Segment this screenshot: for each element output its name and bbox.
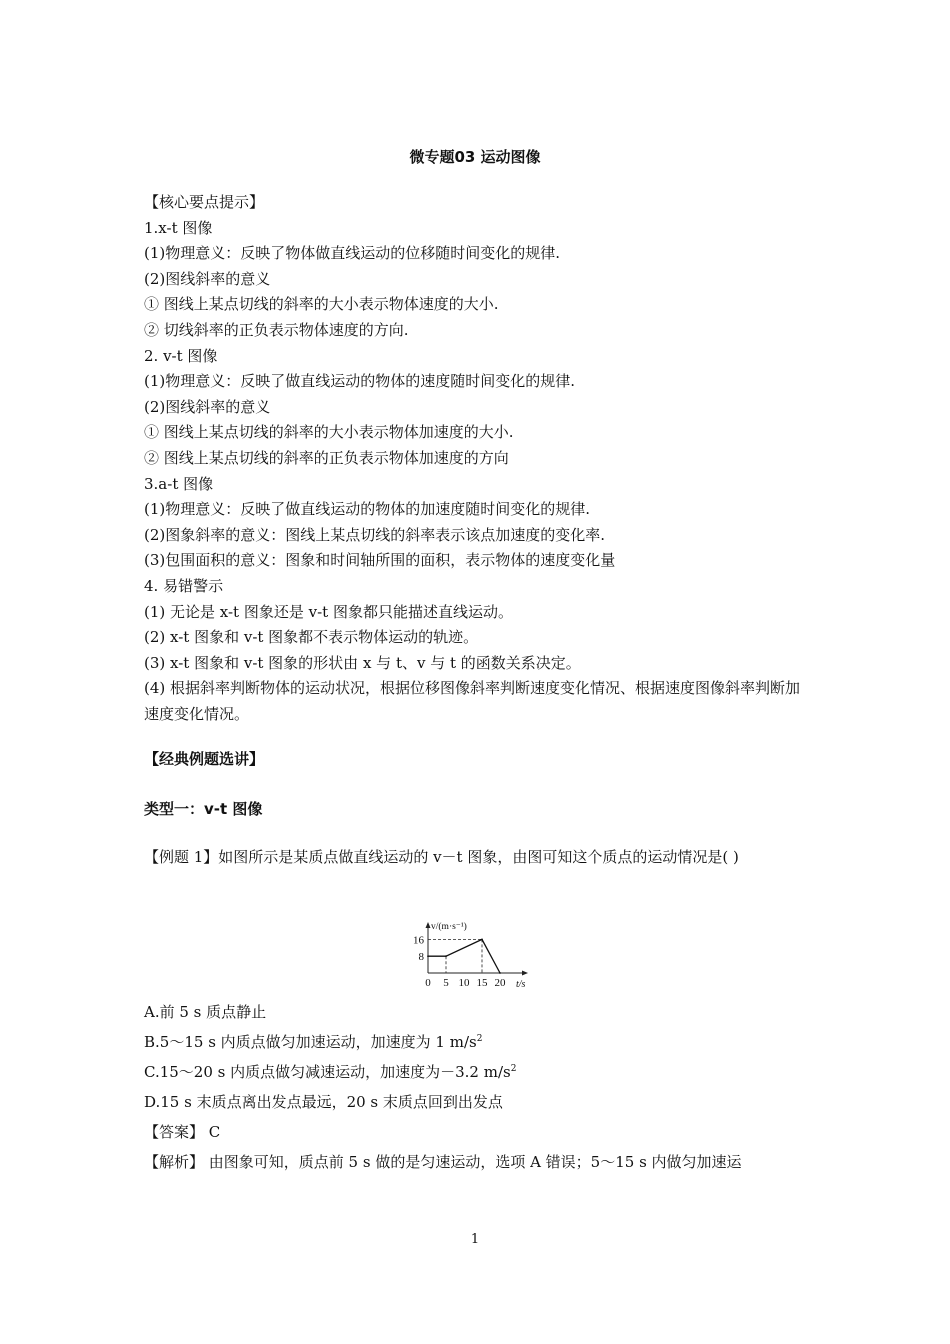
text-line: (2)图象斜率的意义：图线上某点切线的斜率表示该点加速度的变化率. — [144, 525, 606, 544]
option-a: A.前 5 s 质点静止 — [144, 1003, 267, 1022]
page-title: 微专题03 运动图像 — [409, 148, 541, 166]
example-question: 【例题 1】如图所示是某质点做直线运动的 v－t 图象，由图可知这个质点的运动情况是( ) — [144, 847, 739, 866]
section-heading-examples: 【经典例题选讲】 — [144, 750, 265, 769]
x-tick-label: 10 — [458, 977, 470, 990]
option-c: C.15～20 s 内质点做匀减速运动，加速度为－3.2 $m/s^2$ — [144, 1063, 517, 1082]
text-line: 4. 易错警示 — [144, 576, 224, 595]
text-line: (1) 无论是 x-t 图象还是 v-t 图象都只能描述直线运动。 — [144, 602, 513, 621]
page-number: 1 — [470, 1232, 480, 1247]
text-line: (2) x-t 图象和 v-t 图象都不表示物体运动的轨迹。 — [144, 628, 479, 647]
text-line: 3.a-t 图像 — [144, 474, 214, 493]
type-heading: 类型一：v-t 图像 — [144, 800, 263, 819]
x-axis-label: t/s — [516, 979, 526, 991]
text-line: (3)包围面积的意义：图象和时间轴所围的面积，表示物体的速度变化量 — [144, 551, 616, 570]
data-point — [499, 972, 501, 974]
section-heading-core: 【核心要点提示】 — [144, 193, 265, 211]
text-line: 2. v-t 图像 — [144, 346, 218, 365]
y-tick-label: 16 — [413, 934, 424, 947]
data-point — [427, 956, 429, 958]
option-d: D.15 s 末质点离出发点最远，20 s 末质点回到出发点 — [144, 1093, 503, 1112]
answer: 【答案】 C — [144, 1123, 221, 1142]
vt-chart — [410, 875, 546, 993]
text-line: (2)图线斜率的意义 — [144, 397, 271, 416]
x-tick-label: 0 — [425, 977, 431, 990]
y-axis-arrow — [426, 922, 431, 928]
text-line: ② 切线斜率的正负表示物体速度的方向. — [144, 320, 409, 339]
x-tick-label: 15 — [476, 977, 488, 990]
text-line: (4) 根据斜率判断物体的运动状况，根据位移图像斜率判断速度变化情况、根据速度图像斜率判断加速度变化情况。 — [144, 679, 801, 723]
data-point — [445, 956, 447, 958]
x-axis-arrow — [522, 971, 528, 976]
text-line: (1)物理意义：反映了物体做直线运动的位移随时间变化的规律. — [144, 244, 561, 263]
text-line: ① 图线上某点切线的斜率的大小表示物体速度的大小. — [144, 295, 499, 314]
text-line: ① 图线上某点切线的斜率的大小表示物体加速度的大小. — [144, 423, 514, 442]
text-line: ② 图线上某点切线的斜率的正负表示物体加速度的方向 — [144, 448, 509, 467]
text-line: (3) x-t 图象和 v-t 图象的形状由 x 与 t、v 与 t 的函数关系决定。 — [144, 653, 581, 672]
y-tick-label: 8 — [418, 951, 424, 964]
text-line: (1)物理意义：反映了做直线运动的物体的速度随时间变化的规律. — [144, 372, 576, 391]
text-line: (2)图线斜率的意义 — [144, 269, 271, 288]
text-line: 1.x-t 图像 — [144, 218, 213, 237]
analysis: 【解析】 由图象可知，质点前 5 s 做的是匀速运动，选项 A 错误；5～15 s 内做匀加速运 — [144, 1153, 742, 1172]
y-axis-label: v/(m·s⁻¹) — [431, 922, 467, 933]
text-line: (1)物理意义：反映了做直线运动的物体的加速度随时间变化的规律. — [144, 500, 591, 519]
x-tick-label: 20 — [494, 977, 506, 990]
document-body — [144, 190, 808, 1177]
x-tick-label: 5 — [443, 977, 449, 990]
series-line — [428, 940, 500, 974]
option-b: B.5～15 s 内质点做匀加速运动，加速度为 1 $m/s^2$ — [144, 1033, 483, 1052]
data-point — [481, 939, 483, 941]
vt-chart-figure — [144, 875, 808, 993]
